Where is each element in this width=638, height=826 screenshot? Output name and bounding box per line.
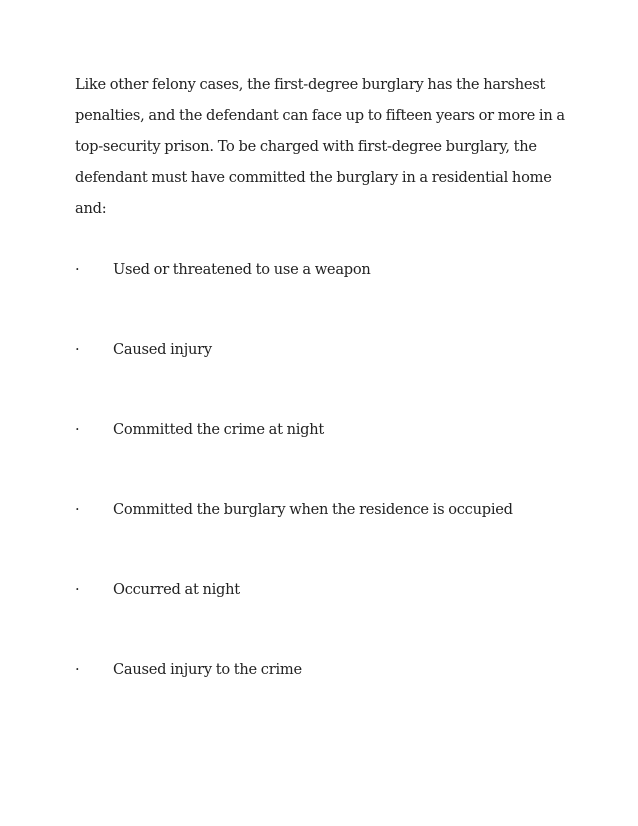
bullet-icon: ·	[75, 501, 80, 518]
list-item-text: Committed the crime at night	[113, 421, 324, 438]
bullet-icon: ·	[75, 341, 80, 358]
intro-paragraph	[75, 69, 565, 224]
intro-line: top-security prison. To be charged with first-degree burglary, the	[75, 138, 537, 155]
intro-line: penalties, and the defendant can face up to fifteen years or more in a	[75, 107, 565, 124]
list-item-text: Occurred at night	[113, 581, 240, 598]
bullet-icon: ·	[75, 261, 80, 278]
list-item-text: Committed the burglary when the residence is occupied	[113, 501, 513, 518]
intro-line: defendant must have committed the burglary in a residential home	[75, 169, 552, 186]
bullet-icon: ·	[75, 421, 80, 438]
list-item-text: Caused injury to the crime	[113, 661, 302, 678]
list-item-text: Used or threatened to use a weapon	[113, 261, 371, 278]
bullet-icon: ·	[75, 661, 80, 678]
bullet-icon: ·	[75, 581, 80, 598]
intro-line: and:	[75, 200, 107, 217]
list-item-text: Caused injury	[113, 341, 212, 358]
intro-line: Like other felony cases, the first-degree burglary has the harshest	[75, 76, 546, 93]
